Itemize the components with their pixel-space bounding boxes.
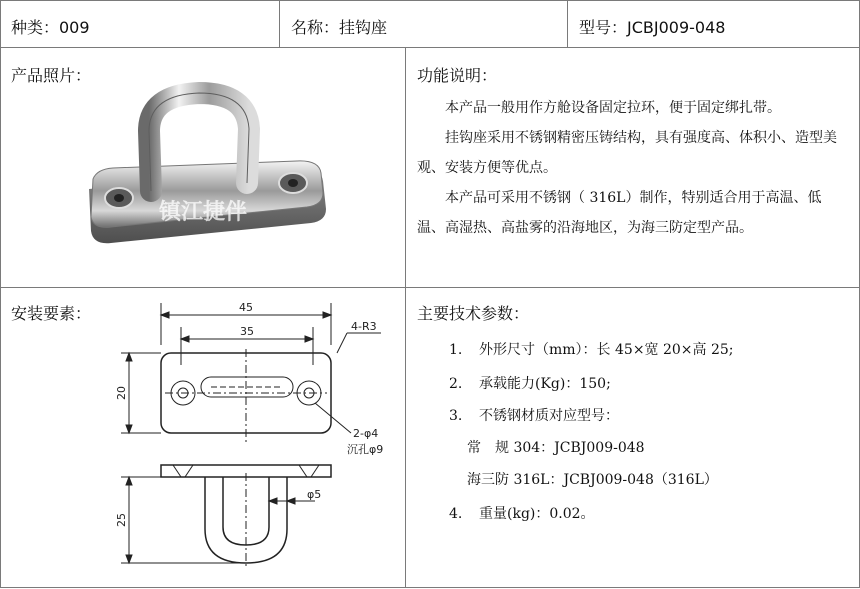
spec-text: 承载能力(Kg)：150; <box>479 376 611 392</box>
spec-item <box>417 339 734 359</box>
dim-wire-dia: φ5 <box>307 488 322 501</box>
technical-drawing <box>101 293 401 585</box>
dim-width: 20 <box>115 386 128 400</box>
function-label: 功能说明： <box>417 66 498 85</box>
spec-item <box>417 503 595 523</box>
material-row <box>467 469 718 489</box>
model-field: 型号：JCBJ009-048 <box>579 18 726 37</box>
dim-countersink: 沉孔φ9 <box>347 443 384 456</box>
row-divider <box>1 47 859 48</box>
spec-item <box>417 405 619 425</box>
specs-list <box>417 335 853 535</box>
name-field: 名称：挂钩座 <box>291 18 388 37</box>
material-row <box>467 437 645 457</box>
row-divider <box>1 287 859 288</box>
material-label: 常 规 304： <box>467 440 555 456</box>
function-paragraph: 本产品可采用不锈钢（ 316L）制作，特别适合用于高温、低温、高湿热、高盐雾的沿海地区，为海三防定型产品。 <box>417 190 822 236</box>
dim-corner-radius: 4-R3 <box>351 320 377 333</box>
spec-text: 重量(kg)：0.02。 <box>479 506 595 522</box>
spec-item <box>417 373 611 393</box>
spec-number: 3. <box>449 408 463 424</box>
spec-number: 1. <box>449 342 463 358</box>
col-divider <box>567 1 568 47</box>
function-paragraph: 本产品一般用作方舱设备固定拉环，便于固定绑扎带。 <box>445 100 781 116</box>
install-label: 安装要素： <box>11 304 92 323</box>
category-field: 种类：009 <box>11 18 90 37</box>
material-value: JCBJ009-048 <box>554 440 645 456</box>
spec-text: 不锈钢材质对应型号： <box>479 408 619 424</box>
dim-holes: 2-φ4 <box>353 427 379 440</box>
function-description <box>417 93 849 243</box>
col-divider <box>279 1 280 47</box>
dim-slot-length: 35 <box>240 325 254 338</box>
spec-number: 4. <box>449 506 463 522</box>
photo-label: 产品照片： <box>11 66 92 85</box>
material-label: 海三防 316L： <box>467 472 564 488</box>
material-value: JCBJ009-048（316L） <box>563 472 718 488</box>
spec-text: 外形尺寸（mm）：长 45×宽 20×高 25; <box>479 342 734 358</box>
photo-watermark: 镇江捷伴 <box>158 200 248 225</box>
dim-height: 25 <box>115 513 128 527</box>
product-photo <box>71 71 341 271</box>
specs-label: 主要技术参数： <box>417 304 530 323</box>
col-divider <box>405 47 406 587</box>
function-paragraph: 挂钩座采用不锈钢精密压铸结构，具有强度高、体积小、造型美观、安装方便等优点。 <box>417 130 837 176</box>
dim-overall-length: 45 <box>239 301 253 314</box>
spec-number: 2. <box>449 376 463 392</box>
